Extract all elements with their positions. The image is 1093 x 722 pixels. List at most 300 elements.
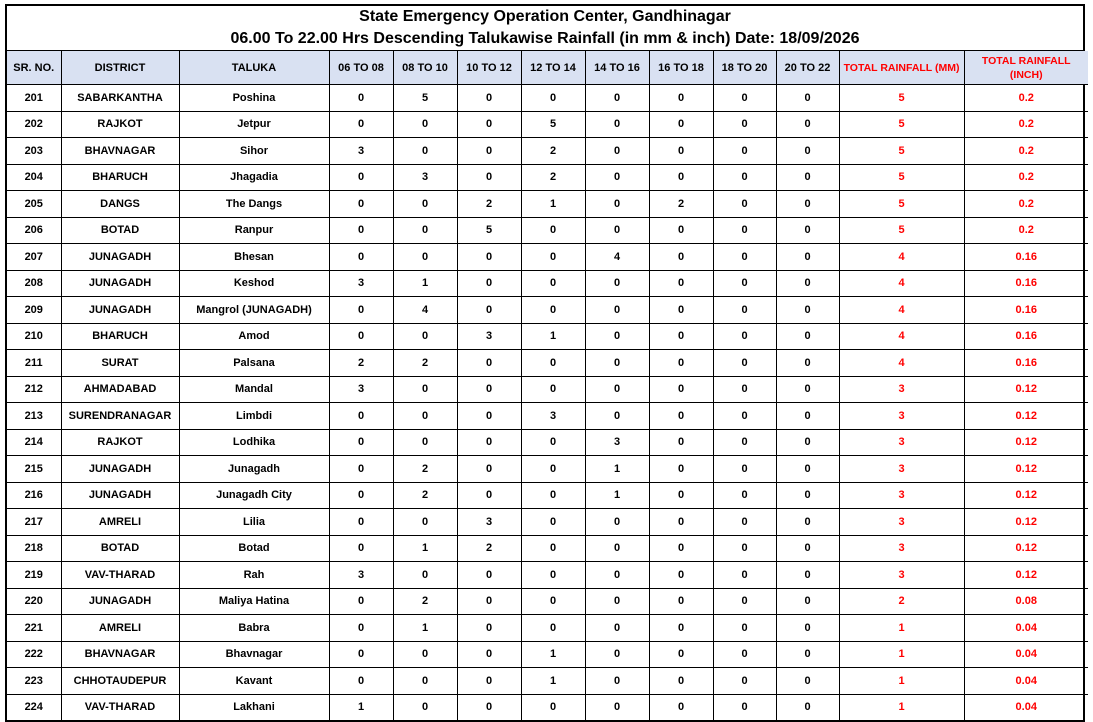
table-row bbox=[7, 403, 1088, 430]
table-row bbox=[7, 138, 1088, 165]
table-cell: 4 bbox=[839, 244, 964, 271]
table-cell: SURAT bbox=[61, 350, 179, 377]
table-cell: 0 bbox=[649, 694, 713, 720]
table-row bbox=[7, 482, 1088, 509]
table-cell: 0 bbox=[776, 191, 839, 218]
table-cell: 0 bbox=[713, 403, 776, 430]
table-cell: 0 bbox=[329, 111, 393, 138]
table-cell: Junagadh City bbox=[179, 482, 329, 509]
table-row bbox=[7, 535, 1088, 562]
table-cell: 4 bbox=[839, 350, 964, 377]
table-cell: 203 bbox=[7, 138, 61, 165]
table-cell: 3 bbox=[329, 376, 393, 403]
table-cell: Rah bbox=[179, 562, 329, 589]
table-cell: 0 bbox=[713, 111, 776, 138]
table-cell: 3 bbox=[329, 138, 393, 165]
table-cell: 0 bbox=[393, 138, 457, 165]
table-cell: 0 bbox=[649, 138, 713, 165]
table-cell: 0 bbox=[776, 482, 839, 509]
table-cell: 0 bbox=[393, 429, 457, 456]
table-cell: 4 bbox=[839, 323, 964, 350]
report-subtitle: 06.00 To 22.00 Hrs Descending Talukawise Rainfall (in mm & inch) Date: 18/09/2026 bbox=[230, 30, 860, 47]
table-cell: 0 bbox=[585, 111, 649, 138]
table-cell: 3 bbox=[839, 509, 964, 536]
header-row bbox=[7, 51, 1088, 85]
rainfall-report bbox=[5, 4, 1085, 722]
table-cell: 0 bbox=[521, 509, 585, 536]
table-cell: 213 bbox=[7, 403, 61, 430]
table-cell: 5 bbox=[457, 217, 521, 244]
table-row bbox=[7, 217, 1088, 244]
table-cell: 1 bbox=[521, 668, 585, 695]
table-row bbox=[7, 694, 1088, 720]
table-cell: 0.2 bbox=[964, 217, 1088, 244]
report-header bbox=[7, 6, 1083, 51]
table-cell: 224 bbox=[7, 694, 61, 720]
table-cell: SABARKANTHA bbox=[61, 85, 179, 112]
table-cell: JUNAGADH bbox=[61, 297, 179, 324]
table-cell: BHARUCH bbox=[61, 323, 179, 350]
column-header: 06 TO 08 bbox=[329, 51, 393, 85]
table-cell: 0.04 bbox=[964, 641, 1088, 668]
table-cell: 2 bbox=[457, 191, 521, 218]
table-cell: Lilia bbox=[179, 509, 329, 536]
table-cell: 5 bbox=[521, 111, 585, 138]
table-cell: 1 bbox=[839, 641, 964, 668]
table-body bbox=[7, 85, 1088, 721]
table-cell: 0 bbox=[457, 562, 521, 589]
table-cell: 0 bbox=[776, 641, 839, 668]
table-cell: 0 bbox=[713, 297, 776, 324]
table-cell: 1 bbox=[839, 668, 964, 695]
table-row bbox=[7, 456, 1088, 483]
table-cell: 0 bbox=[585, 270, 649, 297]
table-cell: 0.16 bbox=[964, 270, 1088, 297]
table-cell: 0 bbox=[585, 403, 649, 430]
table-cell: 0 bbox=[713, 138, 776, 165]
table-cell: 0.16 bbox=[964, 297, 1088, 324]
table-cell: 0 bbox=[329, 323, 393, 350]
table-cell: 0.16 bbox=[964, 244, 1088, 271]
table-cell: 5 bbox=[839, 111, 964, 138]
table-cell: 3 bbox=[329, 562, 393, 589]
table-cell: 0 bbox=[393, 509, 457, 536]
table-cell: Maliya Hatina bbox=[179, 588, 329, 615]
column-header: 12 TO 14 bbox=[521, 51, 585, 85]
table-cell: 0 bbox=[649, 403, 713, 430]
table-cell: 0 bbox=[776, 138, 839, 165]
table-cell: 3 bbox=[457, 509, 521, 536]
table-cell: 212 bbox=[7, 376, 61, 403]
table-cell: 206 bbox=[7, 217, 61, 244]
table-cell: RAJKOT bbox=[61, 429, 179, 456]
table-cell: 0 bbox=[776, 244, 839, 271]
table-cell: 1 bbox=[393, 535, 457, 562]
column-header: 10 TO 12 bbox=[457, 51, 521, 85]
table-cell: 0 bbox=[713, 270, 776, 297]
table-cell: 0 bbox=[521, 350, 585, 377]
table-cell: 0 bbox=[713, 244, 776, 271]
table-cell: 0 bbox=[649, 429, 713, 456]
table-cell: 0 bbox=[585, 615, 649, 642]
table-cell: 0 bbox=[713, 668, 776, 695]
table-cell: 0 bbox=[585, 562, 649, 589]
table-cell: 0 bbox=[329, 588, 393, 615]
table-cell: 0 bbox=[521, 297, 585, 324]
table-cell: 0 bbox=[521, 85, 585, 112]
table-cell: 0 bbox=[585, 376, 649, 403]
table-cell: 207 bbox=[7, 244, 61, 271]
table-cell: 5 bbox=[839, 164, 964, 191]
table-cell: 0 bbox=[713, 323, 776, 350]
table-cell: 0 bbox=[713, 217, 776, 244]
table-cell: 2 bbox=[521, 164, 585, 191]
table-cell: 5 bbox=[839, 85, 964, 112]
table-cell: 0 bbox=[649, 588, 713, 615]
table-cell: 0 bbox=[329, 85, 393, 112]
table-cell: Sihor bbox=[179, 138, 329, 165]
table-cell: Mangrol (JUNAGADH) bbox=[179, 297, 329, 324]
table-cell: 0 bbox=[649, 509, 713, 536]
table-cell: RAJKOT bbox=[61, 111, 179, 138]
table-cell: 0 bbox=[776, 535, 839, 562]
table-cell: 0 bbox=[329, 429, 393, 456]
table-row bbox=[7, 111, 1088, 138]
table-cell: 0 bbox=[776, 323, 839, 350]
table-cell: 0 bbox=[329, 535, 393, 562]
table-cell: 0 bbox=[776, 164, 839, 191]
table-row bbox=[7, 164, 1088, 191]
table-cell: 0 bbox=[649, 244, 713, 271]
table-row bbox=[7, 562, 1088, 589]
table-row bbox=[7, 641, 1088, 668]
table-cell: 0.16 bbox=[964, 350, 1088, 377]
table-cell: 0 bbox=[393, 111, 457, 138]
table-cell: 0 bbox=[776, 85, 839, 112]
table-cell: 0 bbox=[649, 535, 713, 562]
table-cell: 0 bbox=[776, 562, 839, 589]
table-cell: JUNAGADH bbox=[61, 270, 179, 297]
table-cell: 208 bbox=[7, 270, 61, 297]
table-cell: 0 bbox=[585, 641, 649, 668]
table-row bbox=[7, 509, 1088, 536]
table-cell: 0.12 bbox=[964, 376, 1088, 403]
table-cell: 0 bbox=[457, 668, 521, 695]
table-cell: 0 bbox=[329, 482, 393, 509]
table-cell: 217 bbox=[7, 509, 61, 536]
table-cell: 0 bbox=[457, 85, 521, 112]
table-cell: 0 bbox=[713, 694, 776, 720]
table-cell: 0 bbox=[713, 191, 776, 218]
table-cell: 3 bbox=[839, 376, 964, 403]
table-cell: 220 bbox=[7, 588, 61, 615]
table-cell: Junagadh bbox=[179, 456, 329, 483]
table-cell: 215 bbox=[7, 456, 61, 483]
table-cell: 0 bbox=[521, 562, 585, 589]
table-cell: 0 bbox=[713, 164, 776, 191]
table-cell: 0 bbox=[649, 297, 713, 324]
table-cell: 0 bbox=[329, 217, 393, 244]
table-cell: 1 bbox=[393, 615, 457, 642]
table-cell: 0 bbox=[393, 641, 457, 668]
table-cell: 0 bbox=[776, 615, 839, 642]
table-cell: 3 bbox=[839, 482, 964, 509]
table-cell: 0 bbox=[713, 588, 776, 615]
table-cell: 223 bbox=[7, 668, 61, 695]
table-cell: 3 bbox=[839, 562, 964, 589]
table-cell: Mandal bbox=[179, 376, 329, 403]
table-cell: 211 bbox=[7, 350, 61, 377]
table-cell: 216 bbox=[7, 482, 61, 509]
table-cell: 0 bbox=[457, 138, 521, 165]
table-cell: 205 bbox=[7, 191, 61, 218]
table-cell: 0.12 bbox=[964, 482, 1088, 509]
table-cell: 0 bbox=[585, 509, 649, 536]
table-cell: 2 bbox=[393, 350, 457, 377]
table-cell: 0 bbox=[585, 535, 649, 562]
table-cell: Lodhika bbox=[179, 429, 329, 456]
table-cell: 4 bbox=[585, 244, 649, 271]
table-cell: 0.2 bbox=[964, 138, 1088, 165]
table-cell: 0 bbox=[649, 85, 713, 112]
table-cell: 1 bbox=[585, 456, 649, 483]
table-cell: 0 bbox=[457, 350, 521, 377]
table-cell: 1 bbox=[521, 323, 585, 350]
table-cell: 0 bbox=[713, 482, 776, 509]
table-cell: 0 bbox=[521, 376, 585, 403]
table-cell: JUNAGADH bbox=[61, 482, 179, 509]
table-cell: 2 bbox=[457, 535, 521, 562]
table-cell: 2 bbox=[649, 191, 713, 218]
table-cell: 0 bbox=[713, 641, 776, 668]
table-cell: 0.2 bbox=[964, 85, 1088, 112]
table-cell: 0 bbox=[585, 588, 649, 615]
table-cell: 218 bbox=[7, 535, 61, 562]
table-cell: 3 bbox=[839, 429, 964, 456]
table-cell: 0 bbox=[521, 456, 585, 483]
column-header: 20 TO 22 bbox=[776, 51, 839, 85]
table-cell: VAV-THARAD bbox=[61, 562, 179, 589]
table-cell: 3 bbox=[393, 164, 457, 191]
table-cell: 3 bbox=[457, 323, 521, 350]
table-cell: 0 bbox=[393, 668, 457, 695]
table-cell: Lakhani bbox=[179, 694, 329, 720]
table-cell: 0 bbox=[585, 297, 649, 324]
table-cell: 0 bbox=[329, 615, 393, 642]
table-cell: 0 bbox=[649, 562, 713, 589]
table-cell: 0 bbox=[457, 694, 521, 720]
table-cell: 0 bbox=[649, 217, 713, 244]
table-cell: Bhavnagar bbox=[179, 641, 329, 668]
table-cell: 0.12 bbox=[964, 562, 1088, 589]
table-cell: Babra bbox=[179, 615, 329, 642]
table-cell: 0 bbox=[649, 615, 713, 642]
table-cell: 2 bbox=[839, 588, 964, 615]
table-cell: 0 bbox=[649, 376, 713, 403]
table-cell: 0 bbox=[713, 376, 776, 403]
table-cell: 0.04 bbox=[964, 694, 1088, 720]
rainfall-table bbox=[7, 51, 1088, 720]
table-cell: 4 bbox=[393, 297, 457, 324]
table-cell: 2 bbox=[393, 456, 457, 483]
table-cell: 0 bbox=[393, 376, 457, 403]
table-cell: JUNAGADH bbox=[61, 588, 179, 615]
table-cell: 0 bbox=[713, 350, 776, 377]
table-cell: 0 bbox=[521, 615, 585, 642]
table-cell: 0 bbox=[649, 641, 713, 668]
table-cell: 201 bbox=[7, 85, 61, 112]
table-cell: 2 bbox=[393, 482, 457, 509]
table-cell: Kavant bbox=[179, 668, 329, 695]
table-cell: 0.2 bbox=[964, 191, 1088, 218]
table-cell: 0 bbox=[585, 350, 649, 377]
table-cell: 0 bbox=[649, 668, 713, 695]
table-cell: 0 bbox=[457, 164, 521, 191]
table-cell: 0 bbox=[649, 482, 713, 509]
table-cell: 5 bbox=[839, 217, 964, 244]
table-cell: Ranpur bbox=[179, 217, 329, 244]
table-cell: 0 bbox=[521, 270, 585, 297]
table-cell: 0 bbox=[713, 535, 776, 562]
table-cell: 0 bbox=[329, 509, 393, 536]
table-cell: 0 bbox=[585, 138, 649, 165]
table-cell: CHHOTAUDEPUR bbox=[61, 668, 179, 695]
table-cell: 4 bbox=[839, 270, 964, 297]
table-cell: Poshina bbox=[179, 85, 329, 112]
table-cell: 0 bbox=[776, 588, 839, 615]
table-cell: 0 bbox=[457, 429, 521, 456]
table-cell: 0 bbox=[713, 615, 776, 642]
table-cell: 1 bbox=[521, 191, 585, 218]
table-cell: 0 bbox=[329, 403, 393, 430]
table-cell: 0 bbox=[521, 588, 585, 615]
table-cell: 0 bbox=[329, 641, 393, 668]
table-cell: 0.2 bbox=[964, 164, 1088, 191]
table-cell: 3 bbox=[521, 403, 585, 430]
table-cell: BOTAD bbox=[61, 535, 179, 562]
table-row bbox=[7, 668, 1088, 695]
table-cell: 0 bbox=[776, 111, 839, 138]
table-row bbox=[7, 615, 1088, 642]
table-cell: 0 bbox=[776, 297, 839, 324]
column-header: TOTAL RAINFALL (MM) bbox=[839, 51, 964, 85]
table-cell: 0 bbox=[585, 217, 649, 244]
table-cell: Keshod bbox=[179, 270, 329, 297]
table-cell: The Dangs bbox=[179, 191, 329, 218]
table-cell: 0 bbox=[521, 429, 585, 456]
table-cell: 1 bbox=[329, 694, 393, 720]
table-cell: 0 bbox=[521, 244, 585, 271]
table-cell: 0.2 bbox=[964, 111, 1088, 138]
table-cell: 0.04 bbox=[964, 615, 1088, 642]
table-cell: Bhesan bbox=[179, 244, 329, 271]
table-cell: 0 bbox=[776, 403, 839, 430]
table-cell: 0 bbox=[776, 429, 839, 456]
column-header: TALUKA bbox=[179, 51, 329, 85]
table-cell: 0 bbox=[521, 482, 585, 509]
table-cell: BHAVNAGAR bbox=[61, 641, 179, 668]
table-row bbox=[7, 429, 1088, 456]
table-cell: Limbdi bbox=[179, 403, 329, 430]
table-cell: 0 bbox=[649, 456, 713, 483]
table-cell: 0 bbox=[329, 297, 393, 324]
table-cell: 202 bbox=[7, 111, 61, 138]
table-cell: 3 bbox=[839, 535, 964, 562]
table-cell: 0 bbox=[457, 297, 521, 324]
table-cell: 0 bbox=[457, 482, 521, 509]
table-cell: 0 bbox=[776, 350, 839, 377]
table-cell: 0 bbox=[649, 350, 713, 377]
table-cell: 3 bbox=[585, 429, 649, 456]
table-cell: 0 bbox=[393, 217, 457, 244]
report-title: State Emergency Operation Center, Gandhinagar bbox=[359, 8, 731, 25]
table-row bbox=[7, 191, 1088, 218]
table-cell: 1 bbox=[839, 694, 964, 720]
table-cell: 0.12 bbox=[964, 456, 1088, 483]
table-cell: 0 bbox=[649, 164, 713, 191]
table-cell: BHAVNAGAR bbox=[61, 138, 179, 165]
table-cell: 0 bbox=[393, 244, 457, 271]
table-cell: 0 bbox=[329, 456, 393, 483]
table-cell: 1 bbox=[585, 482, 649, 509]
table-cell: 0 bbox=[776, 509, 839, 536]
table-cell: 0 bbox=[713, 85, 776, 112]
table-cell: Botad bbox=[179, 535, 329, 562]
table-row bbox=[7, 270, 1088, 297]
table-cell: 0 bbox=[329, 244, 393, 271]
table-cell: 214 bbox=[7, 429, 61, 456]
table-cell: 0 bbox=[521, 694, 585, 720]
table-cell: 0.12 bbox=[964, 535, 1088, 562]
table-cell: BOTAD bbox=[61, 217, 179, 244]
table-cell: 0 bbox=[713, 509, 776, 536]
table-cell: 3 bbox=[839, 456, 964, 483]
table-row bbox=[7, 376, 1088, 403]
table-cell: 204 bbox=[7, 164, 61, 191]
table-cell: 0 bbox=[457, 376, 521, 403]
table-cell: 0 bbox=[521, 535, 585, 562]
table-cell: 0 bbox=[585, 164, 649, 191]
table-row bbox=[7, 85, 1088, 112]
table-cell: 5 bbox=[839, 138, 964, 165]
table-cell: VAV-THARAD bbox=[61, 694, 179, 720]
column-header: 18 TO 20 bbox=[713, 51, 776, 85]
table-cell: Amod bbox=[179, 323, 329, 350]
table-cell: 0 bbox=[329, 191, 393, 218]
table-cell: 0.04 bbox=[964, 668, 1088, 695]
table-cell: 1 bbox=[839, 615, 964, 642]
column-header: 14 TO 16 bbox=[585, 51, 649, 85]
table-cell: AMRELI bbox=[61, 509, 179, 536]
table-cell: 0 bbox=[393, 562, 457, 589]
table-cell: 0 bbox=[776, 376, 839, 403]
table-cell: 0 bbox=[776, 217, 839, 244]
table-cell: 2 bbox=[393, 588, 457, 615]
column-header: DISTRICT bbox=[61, 51, 179, 85]
table-cell: 219 bbox=[7, 562, 61, 589]
table-cell: 0 bbox=[457, 456, 521, 483]
table-cell: 0.12 bbox=[964, 403, 1088, 430]
table-cell: 0 bbox=[649, 270, 713, 297]
table-cell: 0 bbox=[457, 111, 521, 138]
table-cell: 0 bbox=[521, 217, 585, 244]
table-row bbox=[7, 588, 1088, 615]
table-cell: Palsana bbox=[179, 350, 329, 377]
table-cell: AMRELI bbox=[61, 615, 179, 642]
table-cell: 222 bbox=[7, 641, 61, 668]
column-header: 08 TO 10 bbox=[393, 51, 457, 85]
table-cell: 0 bbox=[649, 111, 713, 138]
